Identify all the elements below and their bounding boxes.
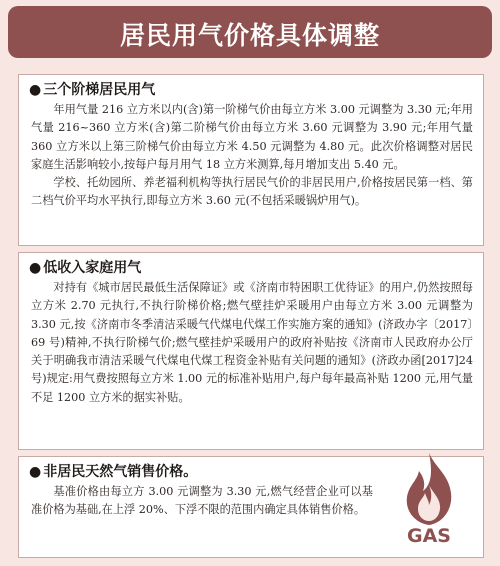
section-heading (29, 461, 197, 481)
section-body (31, 101, 473, 211)
section-heading (29, 79, 155, 99)
bullet-icon: ● (29, 260, 42, 276)
page-title: 居民用气价格具体调整 (119, 21, 380, 50)
section-heading-text: 低收入家庭用气 (43, 260, 142, 276)
gas-badge (385, 449, 473, 553)
section-non-residential (18, 456, 484, 558)
paragraph: 基准价格由每立方 3.00 元调整为 3.30 元,燃气经营企业可以基准价格为基础,在上浮 20%、下浮不限的范围内确定具体销售价格。 (31, 485, 373, 517)
section-tiered-residential (18, 74, 484, 246)
section-body (31, 279, 473, 407)
paragraph: 对持有《城市居民最低生活保障证》或《济南市特困职工优待证》的用户,仍然按照每立方米 2.70 元执行,不执行阶梯价格;燃气壁挂炉采暖用户由每立方米 3.00 元调整为 3.30 元,按《济南市冬季清洁采暖气代煤电代煤工作实施方案的通知》(济政办字〔2017〕69 号)精神,不执行阶梯气价;燃气壁挂炉采暖用户的政府补贴按《济南市人民政府办公厅关于明确我市清洁采暖气代煤电代煤工程资金补贴有关问题的通知》(济政办函[2017]24 号)规定:用气费按照每立方米 1.00 元的标准补贴用户,每户每年最高补贴 1200 元,用气量不足 1200 立方米的据实补贴。 (31, 281, 473, 404)
title-bar (8, 6, 492, 58)
bullet-icon: ● (29, 82, 42, 98)
section-heading (29, 257, 141, 277)
section-body (31, 483, 373, 520)
gas-label: GAS (407, 525, 451, 547)
section-low-income (18, 252, 484, 450)
flame-icon (385, 449, 473, 529)
paragraph: 学校、托幼园所、养老福利机构等执行居民气价的非居民用户,价格按居民第一档、第二档气价平均水平执行,即每立方米 3.60 元(不包括采暖锅炉用气)。 (31, 176, 473, 208)
paragraph: 年用气量 216 立方米以内(含)第一阶梯气价由每立方米 3.00 元调整为 3.30 元;年用气量 216~360 立方米(含)第二阶梯气价由每立方米 3.60 元调整为 3.90 元;年用气量 360 立方米以上第三阶梯气价由每立方米 4.50 元调整为 4.80 元。此次价格调整对居民家庭生活影响较小,按每户每月用气 18 立方米测算,每月增加支出 5.40 元。 (31, 103, 473, 171)
bullet-icon: ● (29, 464, 42, 480)
section-heading-text: 三个阶梯居民用气 (43, 82, 156, 98)
section-heading-text: 非居民天然气销售价格。 (43, 464, 198, 480)
